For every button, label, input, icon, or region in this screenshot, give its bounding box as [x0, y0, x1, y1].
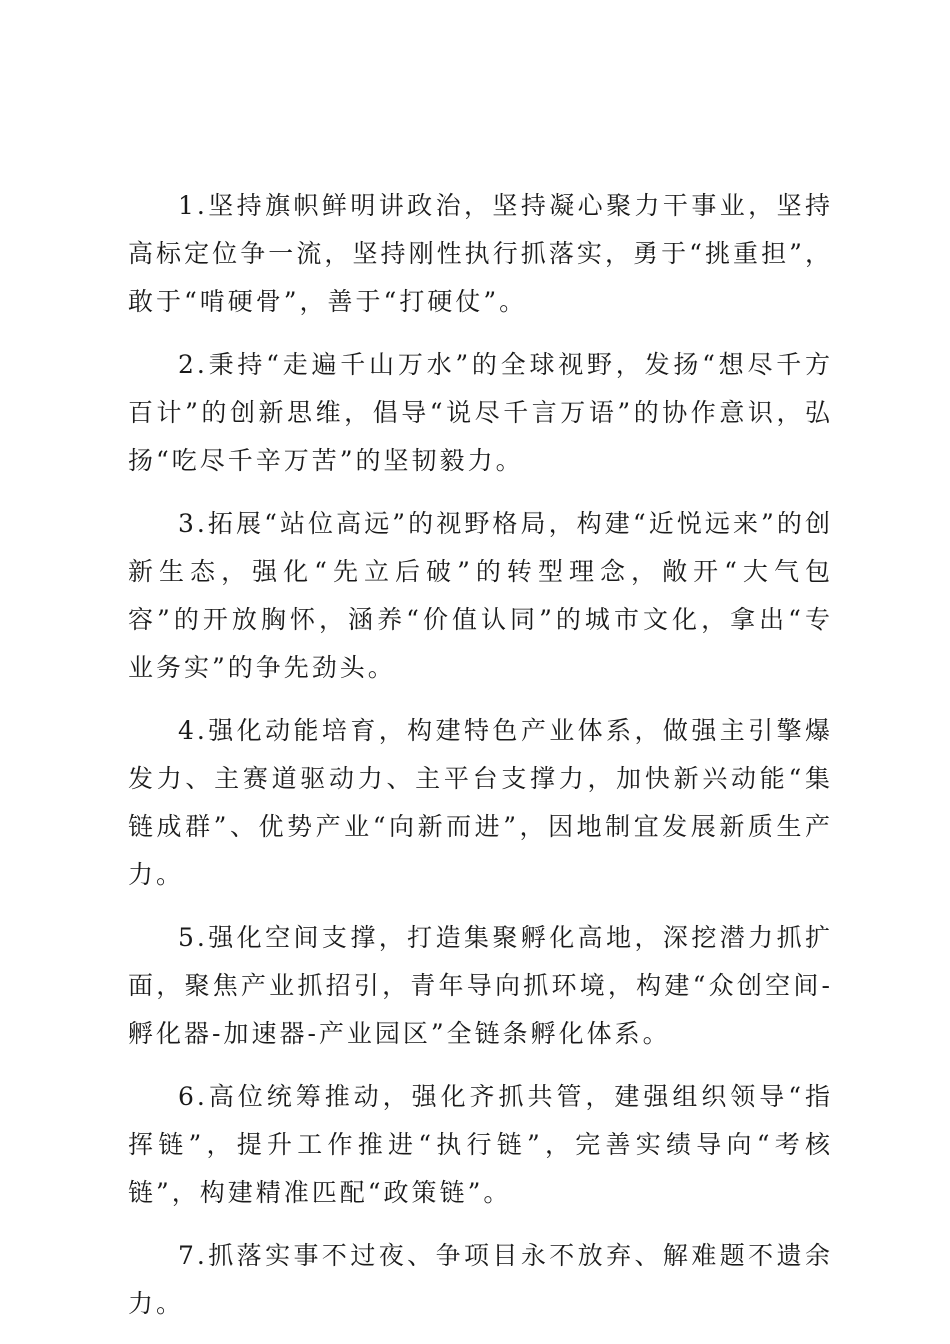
paragraph-6: 6.高位统筹推动，强化齐抓共管，建强组织领导“指挥链”，提升工作推进“执行链”，完善实绩导向“考核链”，构建精准匹配“政策链”。	[128, 1082, 833, 1207]
paragraph-2: 2.秉持“走遍千山万水”的全球视野，发扬“想尽千方百计”的创新思维，倡导“说尽千言万语”的协作意识，弘扬“吃尽千辛万苦”的坚韧毅力。	[128, 350, 833, 475]
paragraph-5: 5.强化空间支撑，打造集聚孵化高地，深挖潜力抓扩面，聚焦产业抓招引，青年导向抓环境，构建“众创空间-孵化器-加速器-产业园区”全链条孵化体系。	[128, 923, 833, 1048]
paragraph-1: 1.坚持旗帜鲜明讲政治，坚持凝心聚力干事业，坚持高标定位争一流，坚持刚性执行抓落实，勇于“挑重担”，敢于“啃硬骨”，善于“打硬仗”。	[128, 191, 833, 316]
paragraph-4: 4.强化动能培育，构建特色产业体系，做强主引擎爆发力、主赛道驱动力、主平台支撑力，加快新兴动能“集链成群”、优势产业“向新而进”，因地制宜发展新质生产力。	[128, 716, 833, 889]
paragraph-7: 7.抓落实事不过夜、争项目永不放弃、解难题不遗余力。	[128, 1241, 833, 1318]
document-body	[128, 182, 833, 1343]
paragraph-3: 3.拓展“站位高远”的视野格局，构建“近悦远来”的创新生态，强化“先立后破”的转型理念，敞开“大气包容”的开放胸怀，涵养“价值认同”的城市文化，拿出“专业务实”的争先劲头。	[128, 509, 833, 682]
